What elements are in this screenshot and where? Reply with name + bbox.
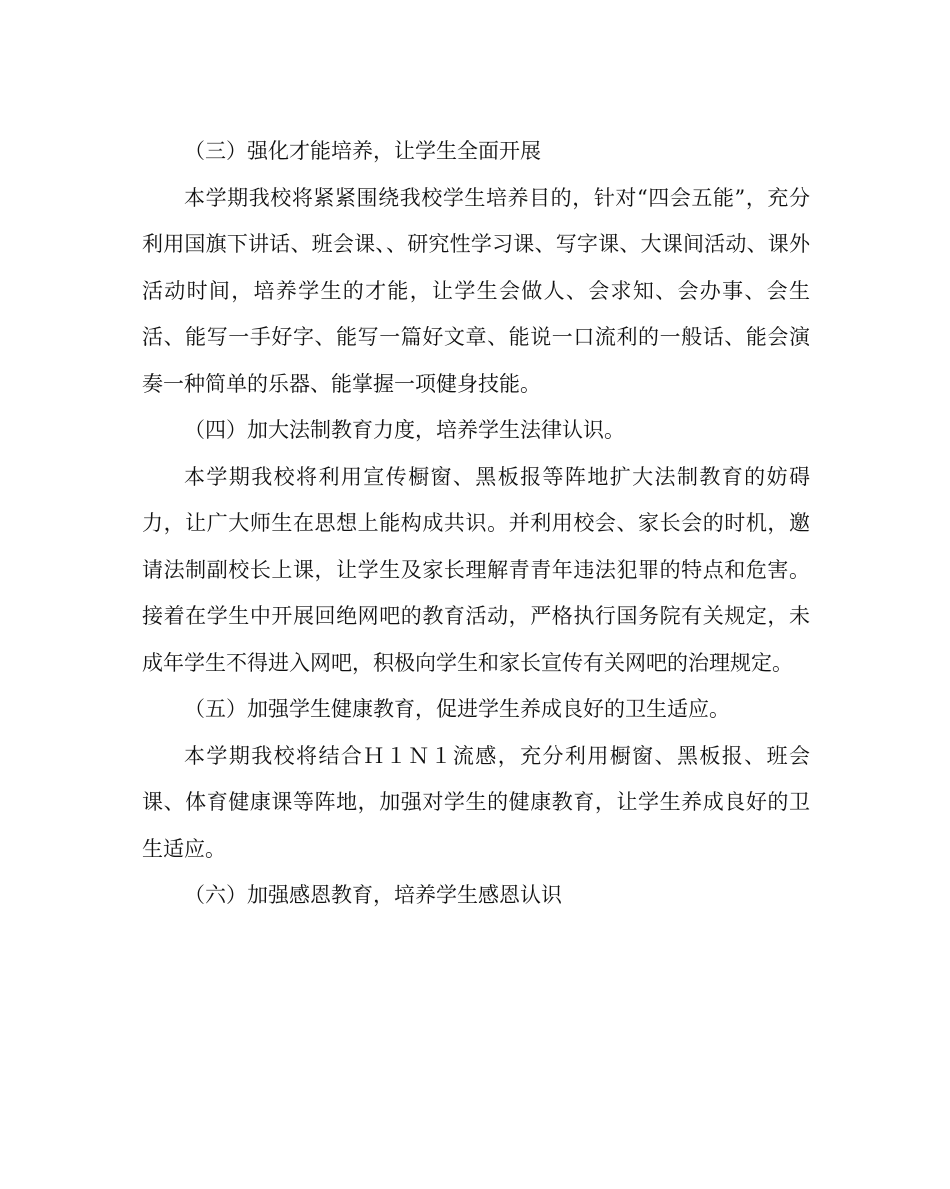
document-body	[142, 128, 810, 919]
section-paragraph-5: 本学期我校将结合Ｈ１Ｎ１流感，充分利用橱窗、黑板报、班会课、体育健康课等阵地，加强对学生的健康教育，让学生养成良好的卫生适应。	[142, 743, 810, 861]
section-heading-6: （六）加强感恩教育，培养学生感恩认识	[184, 883, 562, 907]
section-heading-4: （四）加大法制教育力度，培养学生法律认识。	[184, 418, 625, 442]
section-paragraph-3: 本学期我校将紧紧围绕我校学生培养目的，针对“四会五能”，充分利用国旗下讲话、班会课、、研究性学习课、写字课、大课间活动、课外活动时间，培养学生的才能，让学生会做人、会求知、会办事、会生活、能写一手好字、能写一篇好文章、能说一口流利的一般话、能会演奏一种简单的乐器、能掌握一项健身技能。	[142, 185, 810, 396]
section-heading-3: （三）强化才能培养，让学生全面开展	[184, 139, 541, 163]
section-heading-5: （五）加强学生健康教育，促进学生养成良好的卫生适应。	[184, 697, 730, 721]
section-paragraph-4: 本学期我校将利用宣传橱窗、黑板报等阵地扩大法制教育的妨碍力，让广大师生在思想上能构成共识。并利用校会、家长会的时机，邀请法制副校长上课，让学生及家长理解青青年违法犯罪的特点和危害。接着在学生中开展回绝网吧的教育活动，严格执行国务院有关规定，未成年学生不得进入网吧，积极向学生和家长宣传有关网吧的治理规定。	[142, 464, 810, 675]
